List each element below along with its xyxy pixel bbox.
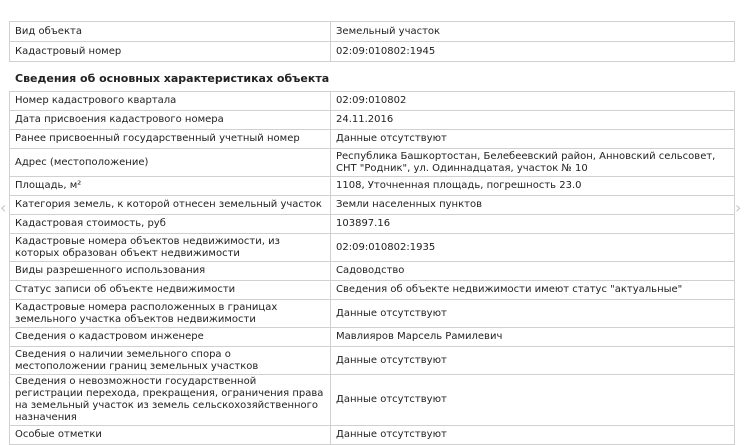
table-row <box>10 92 735 111</box>
row-label: Вид объекта <box>10 22 331 42</box>
details-panel <box>9 21 734 445</box>
row-value: Сведения об объекте недвижимости имеют статус "актуальные" <box>331 281 735 300</box>
row-value: 103897.16 <box>331 215 735 234</box>
table-row <box>10 281 735 300</box>
row-label: Сведения о невозможности государственной регистрации перехода, прекращения, ограничения права на земельный участок из земель сельскохозяйственного назначения <box>10 375 331 426</box>
table-row <box>10 42 735 62</box>
row-label: Площадь, м² <box>10 177 331 196</box>
row-label: Виды разрешенного использования <box>10 262 331 281</box>
row-label: Кадастровые номера объектов недвижимости, из которых образован объект недвижимости <box>10 234 331 262</box>
table-row <box>10 262 735 281</box>
table-row <box>10 347 735 375</box>
row-value: Республика Башкортостан, Белебеевский район, Анновский сельсовет, СНТ "Родник", ул. Одиннадцатая, участок № 10 <box>331 149 735 177</box>
table-row <box>10 130 735 149</box>
table-row <box>10 149 735 177</box>
row-label: Сведения о кадастровом инженере <box>10 328 331 347</box>
row-label: Кадастровая стоимость, руб <box>10 215 331 234</box>
row-value: 02:09:010802:1945 <box>331 42 735 62</box>
table-row <box>10 426 735 445</box>
table-row <box>10 196 735 215</box>
row-label: Кадастровые номера расположенных в границах земельного участка объектов недвижимости <box>10 300 331 328</box>
row-value: 02:09:010802 <box>331 92 735 111</box>
row-label: Дата присвоения кадастрового номера <box>10 111 331 130</box>
row-value: Мавлияров Марсель Рамилевич <box>331 328 735 347</box>
row-label: Особые отметки <box>10 426 331 445</box>
row-label: Статус записи об объекте недвижимости <box>10 281 331 300</box>
row-value: Данные отсутствуют <box>331 300 735 328</box>
table-row <box>10 215 735 234</box>
top-table <box>9 21 735 62</box>
table-row <box>10 111 735 130</box>
row-label: Кадастровый номер <box>10 42 331 62</box>
row-value: 24.11.2016 <box>331 111 735 130</box>
row-value: 02:09:010802:1935 <box>331 234 735 262</box>
row-label: Сведения о наличии земельного спора о местоположении границ земельных участков <box>10 347 331 375</box>
row-label: Ранее присвоенный государственный учетный номер <box>10 130 331 149</box>
row-label: Адрес (местоположение) <box>10 149 331 177</box>
chevron-right-icon[interactable]: › <box>735 198 742 217</box>
table-row <box>10 375 735 426</box>
table-row <box>10 234 735 262</box>
row-value: Данные отсутствуют <box>331 130 735 149</box>
row-value: Земельный участок <box>331 22 735 42</box>
row-label: Категория земель, к которой отнесен земельный участок <box>10 196 331 215</box>
table-row <box>10 177 735 196</box>
row-value: Данные отсутствуют <box>331 347 735 375</box>
table-row <box>10 328 735 347</box>
table-row <box>10 300 735 328</box>
characteristics-table <box>9 91 735 445</box>
section-title: Сведения об основных характеристиках объекта <box>15 72 330 85</box>
row-value: 1108, Уточненная площадь, погрешность 23.0 <box>331 177 735 196</box>
row-value: Данные отсутствуют <box>331 426 735 445</box>
row-label: Номер кадастрового квартала <box>10 92 331 111</box>
row-value: Данные отсутствуют <box>331 375 735 426</box>
row-value: Садоводство <box>331 262 735 281</box>
row-value: Земли населенных пунктов <box>331 196 735 215</box>
table-row <box>10 22 735 42</box>
chevron-left-icon[interactable]: ‹ <box>0 198 7 217</box>
